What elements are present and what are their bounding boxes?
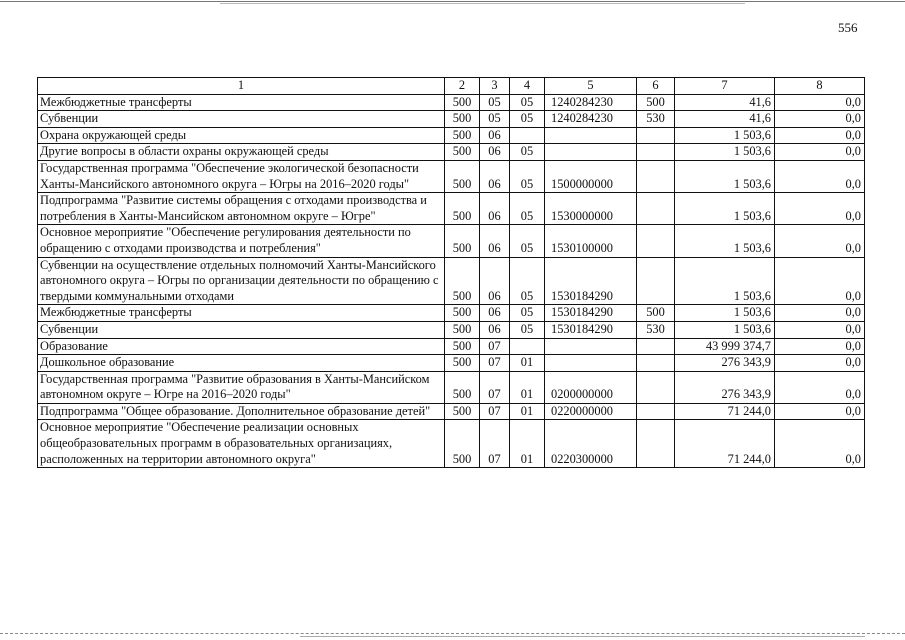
cell-amount-federal: 0,0 <box>775 257 865 305</box>
cell-admin-code: 500 <box>445 144 480 161</box>
cell-subsection: 05 <box>510 144 545 161</box>
cell-name: Подпрограмма "Общее образование. Дополнительное образование детей" <box>38 403 445 420</box>
cell-amount-federal: 0,0 <box>775 403 865 420</box>
cell-admin-code: 500 <box>445 193 480 225</box>
cell-amount: 71 244,0 <box>675 420 775 468</box>
cell-amount: 1 503,6 <box>675 257 775 305</box>
cell-target-article: 0220300000 <box>545 420 637 468</box>
cell-amount-federal: 0,0 <box>775 144 865 161</box>
cell-section: 06 <box>480 193 510 225</box>
table-row <box>38 225 865 257</box>
column-header: 2 <box>445 78 480 95</box>
cell-amount: 1 503,6 <box>675 225 775 257</box>
cell-expense-type <box>637 127 675 144</box>
cell-amount-federal: 0,0 <box>775 355 865 372</box>
cell-name: Государственная программа "Обеспечение экологической безопасности Ханты-Мансийского автономного округа – Югры на 2016–2020 годы" <box>38 160 445 192</box>
cell-amount-federal: 0,0 <box>775 321 865 338</box>
table-row <box>38 371 865 403</box>
cell-name: Образование <box>38 338 445 355</box>
cell-admin-code: 500 <box>445 371 480 403</box>
cell-name: Субвенции <box>38 111 445 128</box>
table-row <box>38 111 865 128</box>
cell-admin-code: 500 <box>445 94 480 111</box>
cell-amount-federal: 0,0 <box>775 420 865 468</box>
cell-admin-code: 500 <box>445 403 480 420</box>
cell-expense-type <box>637 257 675 305</box>
cell-amount: 41,6 <box>675 94 775 111</box>
cell-amount-federal: 0,0 <box>775 160 865 192</box>
cell-subsection: 05 <box>510 257 545 305</box>
table-row <box>38 144 865 161</box>
table-row <box>38 305 865 322</box>
table-row <box>38 160 865 192</box>
cell-section: 06 <box>480 257 510 305</box>
column-header: 4 <box>510 78 545 95</box>
cell-amount-federal: 0,0 <box>775 225 865 257</box>
cell-expense-type: 530 <box>637 111 675 128</box>
scan-bottom-rule-secondary <box>300 636 865 637</box>
cell-subsection: 01 <box>510 355 545 372</box>
cell-amount-federal: 0,0 <box>775 371 865 403</box>
cell-admin-code: 500 <box>445 127 480 144</box>
column-header: 6 <box>637 78 675 95</box>
table-row <box>38 321 865 338</box>
table-header-row <box>38 78 865 95</box>
cell-name: Основное мероприятие "Обеспечение реализации основных общеобразовательных программ в образовательных организациях, расположенных на территории автономного округа" <box>38 420 445 468</box>
cell-expense-type <box>637 420 675 468</box>
cell-amount: 41,6 <box>675 111 775 128</box>
cell-subsection: 05 <box>510 305 545 322</box>
table-row <box>38 257 865 305</box>
cell-expense-type: 500 <box>637 305 675 322</box>
table-row <box>38 338 865 355</box>
cell-admin-code: 500 <box>445 305 480 322</box>
cell-subsection: 05 <box>510 193 545 225</box>
cell-target-article <box>545 127 637 144</box>
cell-name: Межбюджетные трансферты <box>38 94 445 111</box>
table-row <box>38 355 865 372</box>
cell-amount: 1 503,6 <box>675 127 775 144</box>
column-header: 1 <box>38 78 445 95</box>
cell-subsection: 05 <box>510 321 545 338</box>
scan-bottom-rule <box>0 633 905 634</box>
cell-section: 05 <box>480 94 510 111</box>
cell-target-article: 1500000000 <box>545 160 637 192</box>
cell-name: Государственная программа "Развитие образования в Ханты-Мансийском автономном округе – Югре на 2016–2020 годы" <box>38 371 445 403</box>
cell-subsection: 05 <box>510 225 545 257</box>
cell-amount: 276 343,9 <box>675 355 775 372</box>
cell-section: 06 <box>480 127 510 144</box>
cell-name: Дошкольное образование <box>38 355 445 372</box>
cell-amount-federal: 0,0 <box>775 193 865 225</box>
cell-subsection: 05 <box>510 111 545 128</box>
cell-name: Основное мероприятие "Обеспечение регулирования деятельности по обращению с отходами производства и потребления" <box>38 225 445 257</box>
cell-amount: 1 503,6 <box>675 160 775 192</box>
cell-section: 07 <box>480 371 510 403</box>
column-header: 7 <box>675 78 775 95</box>
cell-expense-type <box>637 371 675 403</box>
cell-name: Охрана окружающей среды <box>38 127 445 144</box>
cell-admin-code: 500 <box>445 420 480 468</box>
cell-target-article <box>545 355 637 372</box>
cell-section: 07 <box>480 420 510 468</box>
table-row <box>38 420 865 468</box>
cell-expense-type <box>637 355 675 372</box>
cell-subsection: 05 <box>510 94 545 111</box>
cell-target-article: 1530100000 <box>545 225 637 257</box>
cell-amount: 1 503,6 <box>675 193 775 225</box>
cell-amount-federal: 0,0 <box>775 127 865 144</box>
cell-section: 06 <box>480 225 510 257</box>
table-row <box>38 127 865 144</box>
cell-section: 06 <box>480 305 510 322</box>
cell-expense-type <box>637 160 675 192</box>
cell-name: Субвенции на осуществление отдельных полномочий Ханты-Мансийского автономного округа – Югры по организации деятельности по обращению с твердыми коммунальными отходами <box>38 257 445 305</box>
cell-expense-type: 500 <box>637 94 675 111</box>
table-row <box>38 193 865 225</box>
cell-admin-code: 500 <box>445 321 480 338</box>
cell-section: 07 <box>480 355 510 372</box>
cell-target-article <box>545 144 637 161</box>
table-row <box>38 403 865 420</box>
cell-amount: 43 999 374,7 <box>675 338 775 355</box>
cell-amount-federal: 0,0 <box>775 94 865 111</box>
cell-subsection: 01 <box>510 420 545 468</box>
cell-target-article: 1530000000 <box>545 193 637 225</box>
cell-amount-federal: 0,0 <box>775 111 865 128</box>
cell-expense-type: 530 <box>637 321 675 338</box>
cell-name: Субвенции <box>38 321 445 338</box>
page-number: 556 <box>838 20 858 35</box>
cell-name: Подпрограмма "Развитие системы обращения с отходами производства и потребления в Ханты-Мансийском автономном округе – Югре" <box>38 193 445 225</box>
scan-top-rule <box>0 1 905 2</box>
cell-target-article: 1240284230 <box>545 94 637 111</box>
cell-amount: 1 503,6 <box>675 321 775 338</box>
cell-section: 06 <box>480 160 510 192</box>
scan-top-rule-secondary <box>220 3 745 4</box>
cell-subsection <box>510 338 545 355</box>
cell-target-article: 0220000000 <box>545 403 637 420</box>
cell-section: 06 <box>480 321 510 338</box>
cell-target-article: 1240284230 <box>545 111 637 128</box>
cell-subsection: 05 <box>510 160 545 192</box>
cell-amount: 1 503,6 <box>675 305 775 322</box>
cell-subsection <box>510 127 545 144</box>
table-row <box>38 94 865 111</box>
cell-section: 07 <box>480 403 510 420</box>
cell-admin-code: 500 <box>445 225 480 257</box>
cell-amount-federal: 0,0 <box>775 338 865 355</box>
column-header: 3 <box>480 78 510 95</box>
cell-subsection: 01 <box>510 403 545 420</box>
cell-admin-code: 500 <box>445 160 480 192</box>
cell-expense-type <box>637 144 675 161</box>
cell-target-article <box>545 338 637 355</box>
cell-section: 06 <box>480 144 510 161</box>
cell-expense-type <box>637 403 675 420</box>
cell-admin-code: 500 <box>445 355 480 372</box>
cell-target-article: 0200000000 <box>545 371 637 403</box>
budget-table <box>37 77 865 468</box>
cell-admin-code: 500 <box>445 338 480 355</box>
cell-name: Межбюджетные трансферты <box>38 305 445 322</box>
budget-table-body <box>38 78 865 468</box>
cell-target-article: 1530184290 <box>545 257 637 305</box>
cell-expense-type <box>637 193 675 225</box>
cell-amount-federal: 0,0 <box>775 305 865 322</box>
cell-admin-code: 500 <box>445 257 480 305</box>
cell-section: 07 <box>480 338 510 355</box>
cell-section: 05 <box>480 111 510 128</box>
cell-target-article: 1530184290 <box>545 305 637 322</box>
cell-expense-type <box>637 225 675 257</box>
cell-amount: 71 244,0 <box>675 403 775 420</box>
cell-amount: 1 503,6 <box>675 144 775 161</box>
cell-expense-type <box>637 338 675 355</box>
column-header: 8 <box>775 78 865 95</box>
cell-subsection: 01 <box>510 371 545 403</box>
cell-target-article: 1530184290 <box>545 321 637 338</box>
cell-amount: 276 343,9 <box>675 371 775 403</box>
cell-name: Другие вопросы в области охраны окружающей среды <box>38 144 445 161</box>
cell-admin-code: 500 <box>445 111 480 128</box>
column-header: 5 <box>545 78 637 95</box>
